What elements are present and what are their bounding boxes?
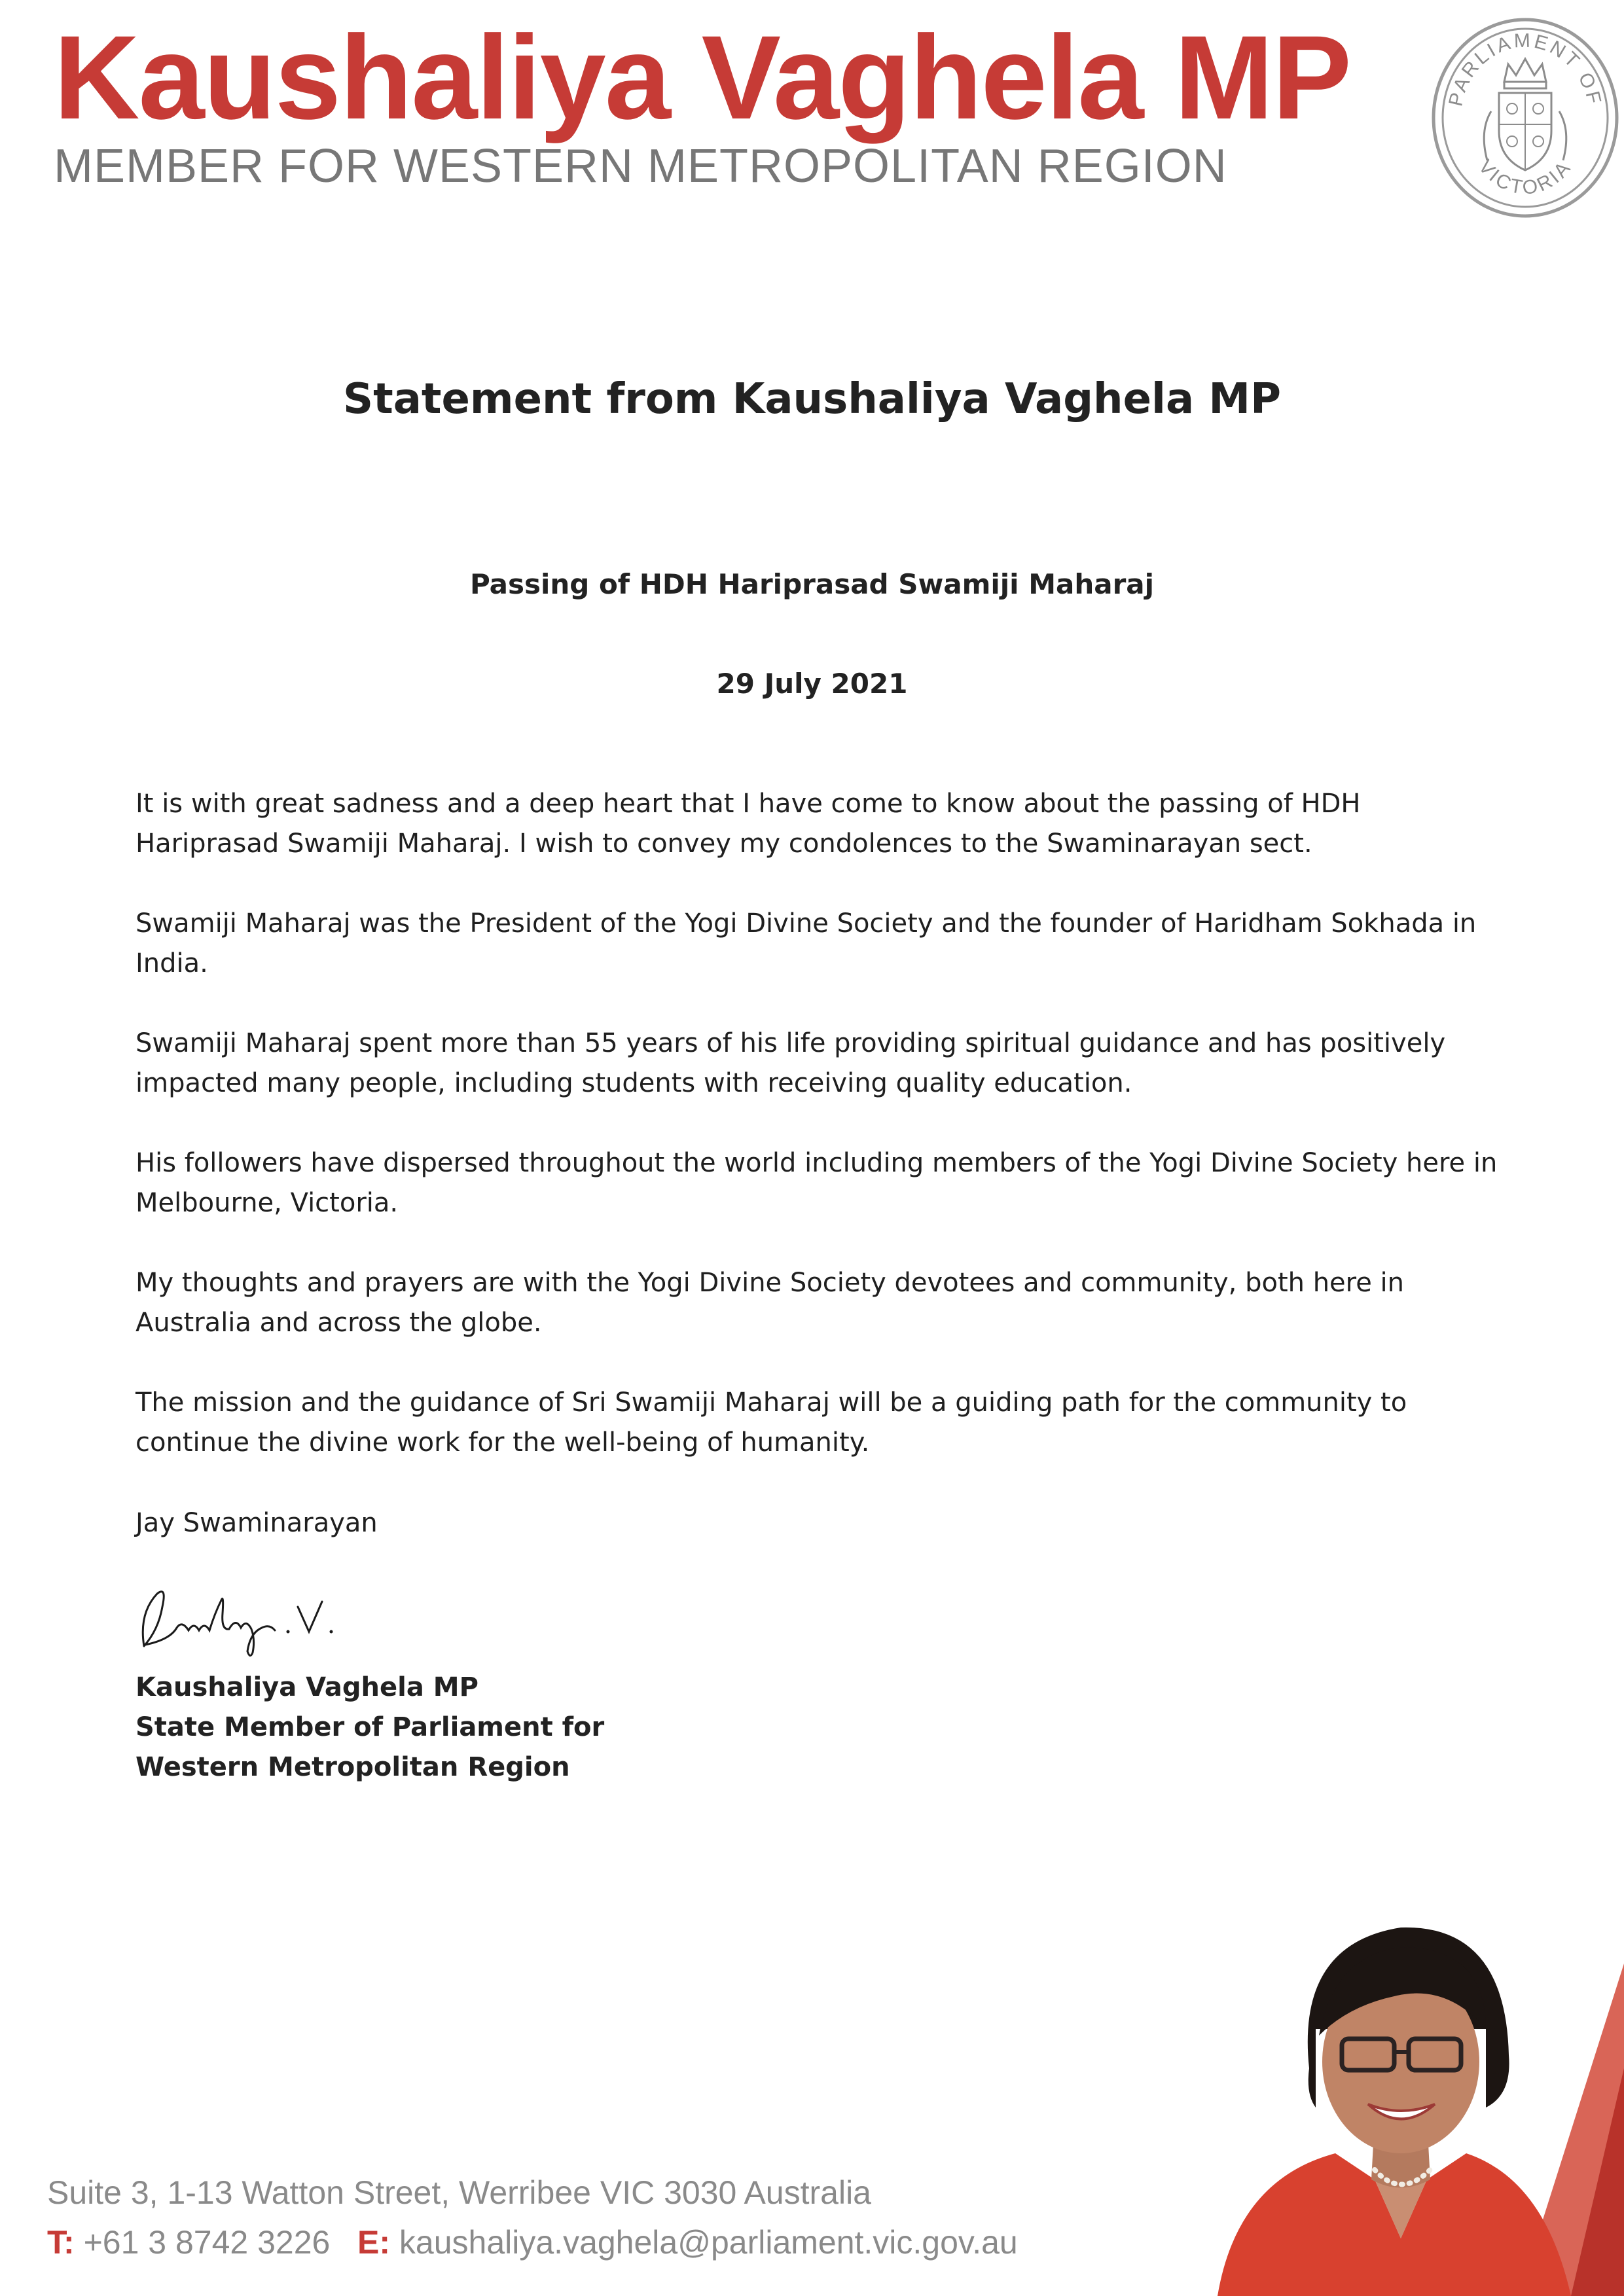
body-paragraph: Swamiji Maharaj spent more than 55 years of his life providing spiritual guidance and has positively impacted many people, including students with receiving quality education. [135, 1028, 1446, 1098]
signoff-name: Kaushaliya Vaghela MP [135, 1672, 478, 1702]
statement-title: Statement from Kaushaliya Vaghela MP [343, 375, 1281, 423]
seal-bottom-text: VICTORIA [1474, 156, 1576, 200]
body-paragraph: The mission and the guidance of Sri Swamiji Maharaj will be a guiding path for the community to continue the divine work for the well-being of humanity. [135, 1388, 1407, 1458]
body-paragraph: Swamiji Maharaj was the President of the Yogi Divine Society and the founder of Haridham Sokhada in India. [135, 908, 1477, 978]
letterhead-name: Kaushaliya Vaghela MP [54, 10, 1351, 144]
email-label: E: [357, 2224, 391, 2261]
body-paragraph: His followers have dispersed throughout the world including members of the Yogi Divine Society here in Melbourne, Victoria. [135, 1148, 1498, 1218]
signoff-block [135, 1668, 604, 1787]
signoff-role: State Member of Parliament for [135, 1712, 605, 1742]
statement-subject: Passing of HDH Hariprasad Swamiji Maharaj [469, 568, 1155, 600]
email-address[interactable]: kaushaliya.vaghela@parliament.vic.gov.au [399, 2224, 1018, 2261]
footer-contact [47, 2221, 1018, 2263]
phone-label: T: [47, 2224, 75, 2261]
mp-portrait-photo [1178, 1872, 1624, 2296]
signoff-region: Western Metropolitan Region [135, 1752, 570, 1782]
handwritten-signature [131, 1568, 367, 1659]
statement-date: 29 July 2021 [716, 668, 908, 700]
footer-address: Suite 3, 1-13 Watton Street, Werribee VIC 3030 Australia [47, 2174, 871, 2211]
letterhead-subtitle: MEMBER FOR WESTERN METROPOLITAN REGION [54, 140, 1227, 192]
body-paragraph: It is with great sadness and a deep heart that I have come to know about the passing of HDH Hariprasad Swamiji Maharaj. I wish to convey my condolences to the Swaminarayan sect. [135, 789, 1361, 859]
parliament-seal-icon [1427, 13, 1623, 223]
seal-top-text: PARLIAMENT OF [1445, 29, 1606, 109]
body-paragraph: My thoughts and prayers are with the Yogi Divine Society devotees and community, both here in Australia and across the globe. [135, 1268, 1405, 1338]
statement-body [135, 784, 1504, 1503]
closing-line: Jay Swaminarayan [135, 1508, 378, 1538]
phone-number[interactable]: +61 3 8742 3226 [83, 2224, 331, 2261]
